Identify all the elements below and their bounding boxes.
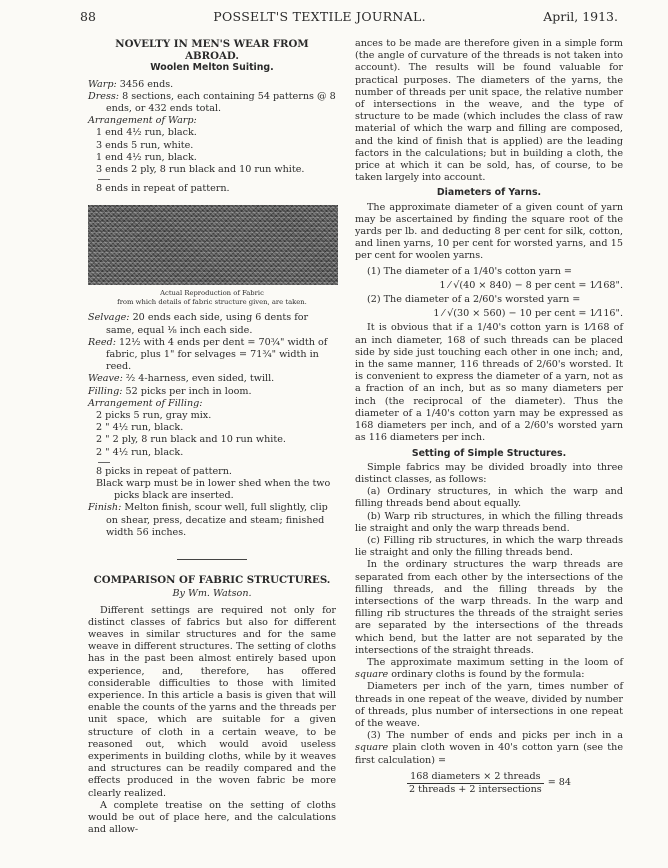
filling-row: 2 picks 5 run, gray mix. — [96, 410, 212, 422]
warp-row: 1 end 4½ run, black. — [96, 127, 197, 139]
calculation-2-text: (2) The diameter of a 2/60's worsted yarn = — [367, 294, 581, 306]
selvage-value: 20 ends each side, using 6 dents for same, equal ⅛ inch each side. — [106, 312, 309, 336]
section-separator — [177, 559, 247, 560]
arrangement-warp-heading: Arrangement of Warp: — [88, 115, 197, 127]
warp-repeat: 8 ends in repeat of pattern. — [96, 183, 230, 195]
emphasis: square — [355, 669, 389, 681]
structure-class-b: (b) Warp rib structures, in which the filling threads lie straight and only the warp threads bend. — [355, 510, 623, 534]
filling-note: Black warp must be in lower shed when the two picks black are inserted. — [96, 478, 331, 502]
divider-dash — [98, 179, 110, 180]
article-paragraph: A complete treatise on the setting of cloths would be out of place here, and the calculations and allow- — [88, 799, 336, 836]
weave-value: ²⁄₂ 4-harness, even sided, twill. — [125, 373, 275, 385]
calculation-2-formula: 1 ⁄ √(30 × 560) − 10 per cent = 1⁄116". — [433, 308, 623, 320]
journal-title: POSSELT'S TEXTILE JOURNAL. — [213, 8, 426, 24]
warp-value: 3456 ends. — [119, 78, 174, 90]
warp-row: 1 end 4½ run, black. — [96, 151, 197, 163]
reed-label: Reed: — [88, 336, 116, 348]
text-run: plain cloth woven in 40's cotton yarn (see the first calculation) = — [355, 742, 623, 766]
article-paragraph: Different settings are required not only for distinct classes of fabrics but also for different weaves in similar structures and for the same weave in different structures. The setting of cloths has in the past been almost entirely based upon experience, and, therefore, has offered considerable difficulties to those with limited experience. In this article a basis is given that will enable the counts of the yarns and the threads per unit space, which are suitable for a given structure of cloth in a certain weave, to be reasoned out, which would avoid useless experiments in building cloths, while by it weaves and structures can be readily compared and the effects produced in the woven fabric be more clearly realized. — [88, 604, 336, 799]
filling-row: 2 " 2 ply, 8 run black and 10 run white. — [96, 434, 286, 446]
article-byline: By Wm. Watson. — [172, 588, 252, 600]
filling-row: 2 " 4½ run, black. — [96, 422, 184, 434]
left-column — [88, 38, 336, 836]
text-run: ordinary cloths is found by the formula: — [388, 669, 585, 681]
fraction-denominator: 2 threads + 2 intersections — [409, 783, 542, 795]
novelty-title: NOVELTY IN MEN'S WEAR FROM ABROAD. — [115, 38, 309, 63]
filling-repeat: 8 picks in repeat of pattern. — [96, 465, 232, 477]
filling-row: 2 " 4½ run, black. — [96, 446, 184, 458]
finish-value: Melton finish, scour well, full slightly, clip on shear, press, decatize and steam; finished width 56 inches. — [106, 502, 328, 538]
fraction — [407, 771, 544, 796]
fraction-numerator: 168 diameters × 2 threads — [407, 771, 544, 784]
article-paragraph: It is obvious that if a 1/40's cotton yarn is 1⁄168 of an inch diameter, 168 of such threads can be placed side by side just touching each other in one inch; and, in the same manner, 116 threads of 2/60's worsted. It is convenient to express the diameter of a yarn, not as a fraction of an inch, but as so many diameters per inch (the reciprocal of the diameter). Thus the diameter of a 1/40's cotton yarn may be expressed as 168 diameters per inch, and of a 2/60's worsted yarn as 116 diameters per inch. — [355, 322, 623, 444]
warp-row: 3 ends 5 run, white. — [96, 139, 194, 151]
calculation-1-text: (1) The diameter of a 1/40's cotton yarn = — [367, 265, 572, 277]
issue-date: April, 1913. — [543, 8, 618, 24]
fabric-caption-line2: from which details of fabric structure given, are taken. — [117, 297, 307, 306]
setting-heading: Setting of Simple Structures. — [411, 447, 567, 459]
text-run: (3) The number of ends and picks per inch in a — [367, 730, 623, 742]
fabric-reproduction-image — [88, 205, 338, 285]
article-paragraph — [355, 657, 623, 681]
selvage-label: Selvage: — [88, 312, 130, 324]
fraction-result: = 84 — [547, 777, 571, 789]
page-number: 88 — [80, 8, 96, 24]
fabric-caption-line1: Actual Reproduction of Fabric — [160, 289, 264, 298]
novelty-subtitle: Woolen Melton Suiting. — [150, 62, 274, 74]
divider-dash — [98, 462, 110, 463]
warp-label: Warp: — [88, 78, 117, 90]
arrangement-filling-heading: Arrangement of Filling: — [88, 397, 203, 409]
article-paragraph: In the ordinary structures the warp threads are separated from each other by the intersections of the filling threads, and the filling threads by the intersections of the warp threads. In the warp and filling rib structures the threads of the straight series are separated by the intersections of the threads which bend, but the latter are not separated by the intersections of the straight threads. — [355, 559, 623, 656]
right-column — [355, 38, 623, 796]
weave-label: Weave: — [88, 373, 123, 385]
dress-label: Dress: — [88, 90, 120, 102]
diameters-heading: Diameters of Yarns. — [436, 187, 542, 199]
text-run: The approximate maximum setting in the loom of — [367, 656, 623, 668]
filling-value: 52 picks per inch in loom. — [125, 385, 252, 397]
setting-formula — [355, 771, 623, 796]
article-paragraph: ances to be made are therefore given in a simple form (the angle of curvature of the threads is not taken into account). The results will be found valuable for practical purposes. The diameters of the yarns, the number of threads per unit space, the relative number of intersections in the weave, and the type of structure to be made (which includes the class of raw material of which the warp and filling are composed, and the kind of finish that is applied) are the leading factors in the calculations; but in building a cloth, the price at which it can be sold, has, of course, to be taken largely into account. — [355, 38, 623, 184]
page-header — [80, 6, 618, 26]
structure-class-a: (a) Ordinary structures, in which the warp and filling threads bend about equally. — [355, 486, 623, 510]
comparison-title: COMPARISON OF FABRIC STRUCTURES. — [93, 574, 331, 587]
emphasis: square — [355, 742, 389, 754]
calculation-1-formula: 1 ⁄ √(40 × 840) − 8 per cent = 1⁄168". — [439, 279, 623, 291]
finish-label: Finish: — [88, 502, 122, 514]
filling-label: Filling: — [88, 385, 123, 397]
reed-value: 12½ with 4 ends per dent = 70¾" width of fabric, plus 1" for selvages = 71¾" width in reed. — [106, 336, 328, 373]
article-paragraph — [355, 730, 623, 767]
article-paragraph: Simple fabrics may be divided broadly into three distinct classes, as follows: — [355, 461, 623, 485]
structure-class-c: (c) Filling rib structures, in which the warp threads lie straight and only the filling threads bend. — [355, 534, 623, 559]
article-paragraph: The approximate diameter of a given count of yarn may be ascertained by finding the square root of the yards per lb. and deducting 8 per cent for silk, cotton, and linen yarns, 10 per cent for worsted yarns, and 15 per cent for woolen yarns. — [355, 201, 623, 262]
warp-row: 3 ends 2 ply, 8 run black and 10 run white. — [96, 164, 305, 176]
article-paragraph: Diameters per inch of the yarn, times number of threads in one repeat of the weave, divided by number of threads, plus number of intersections in one repeat of the weave. — [355, 681, 623, 729]
dress-value: 8 sections, each containing 54 patterns @ 8 ends, or 432 ends total. — [106, 90, 336, 115]
